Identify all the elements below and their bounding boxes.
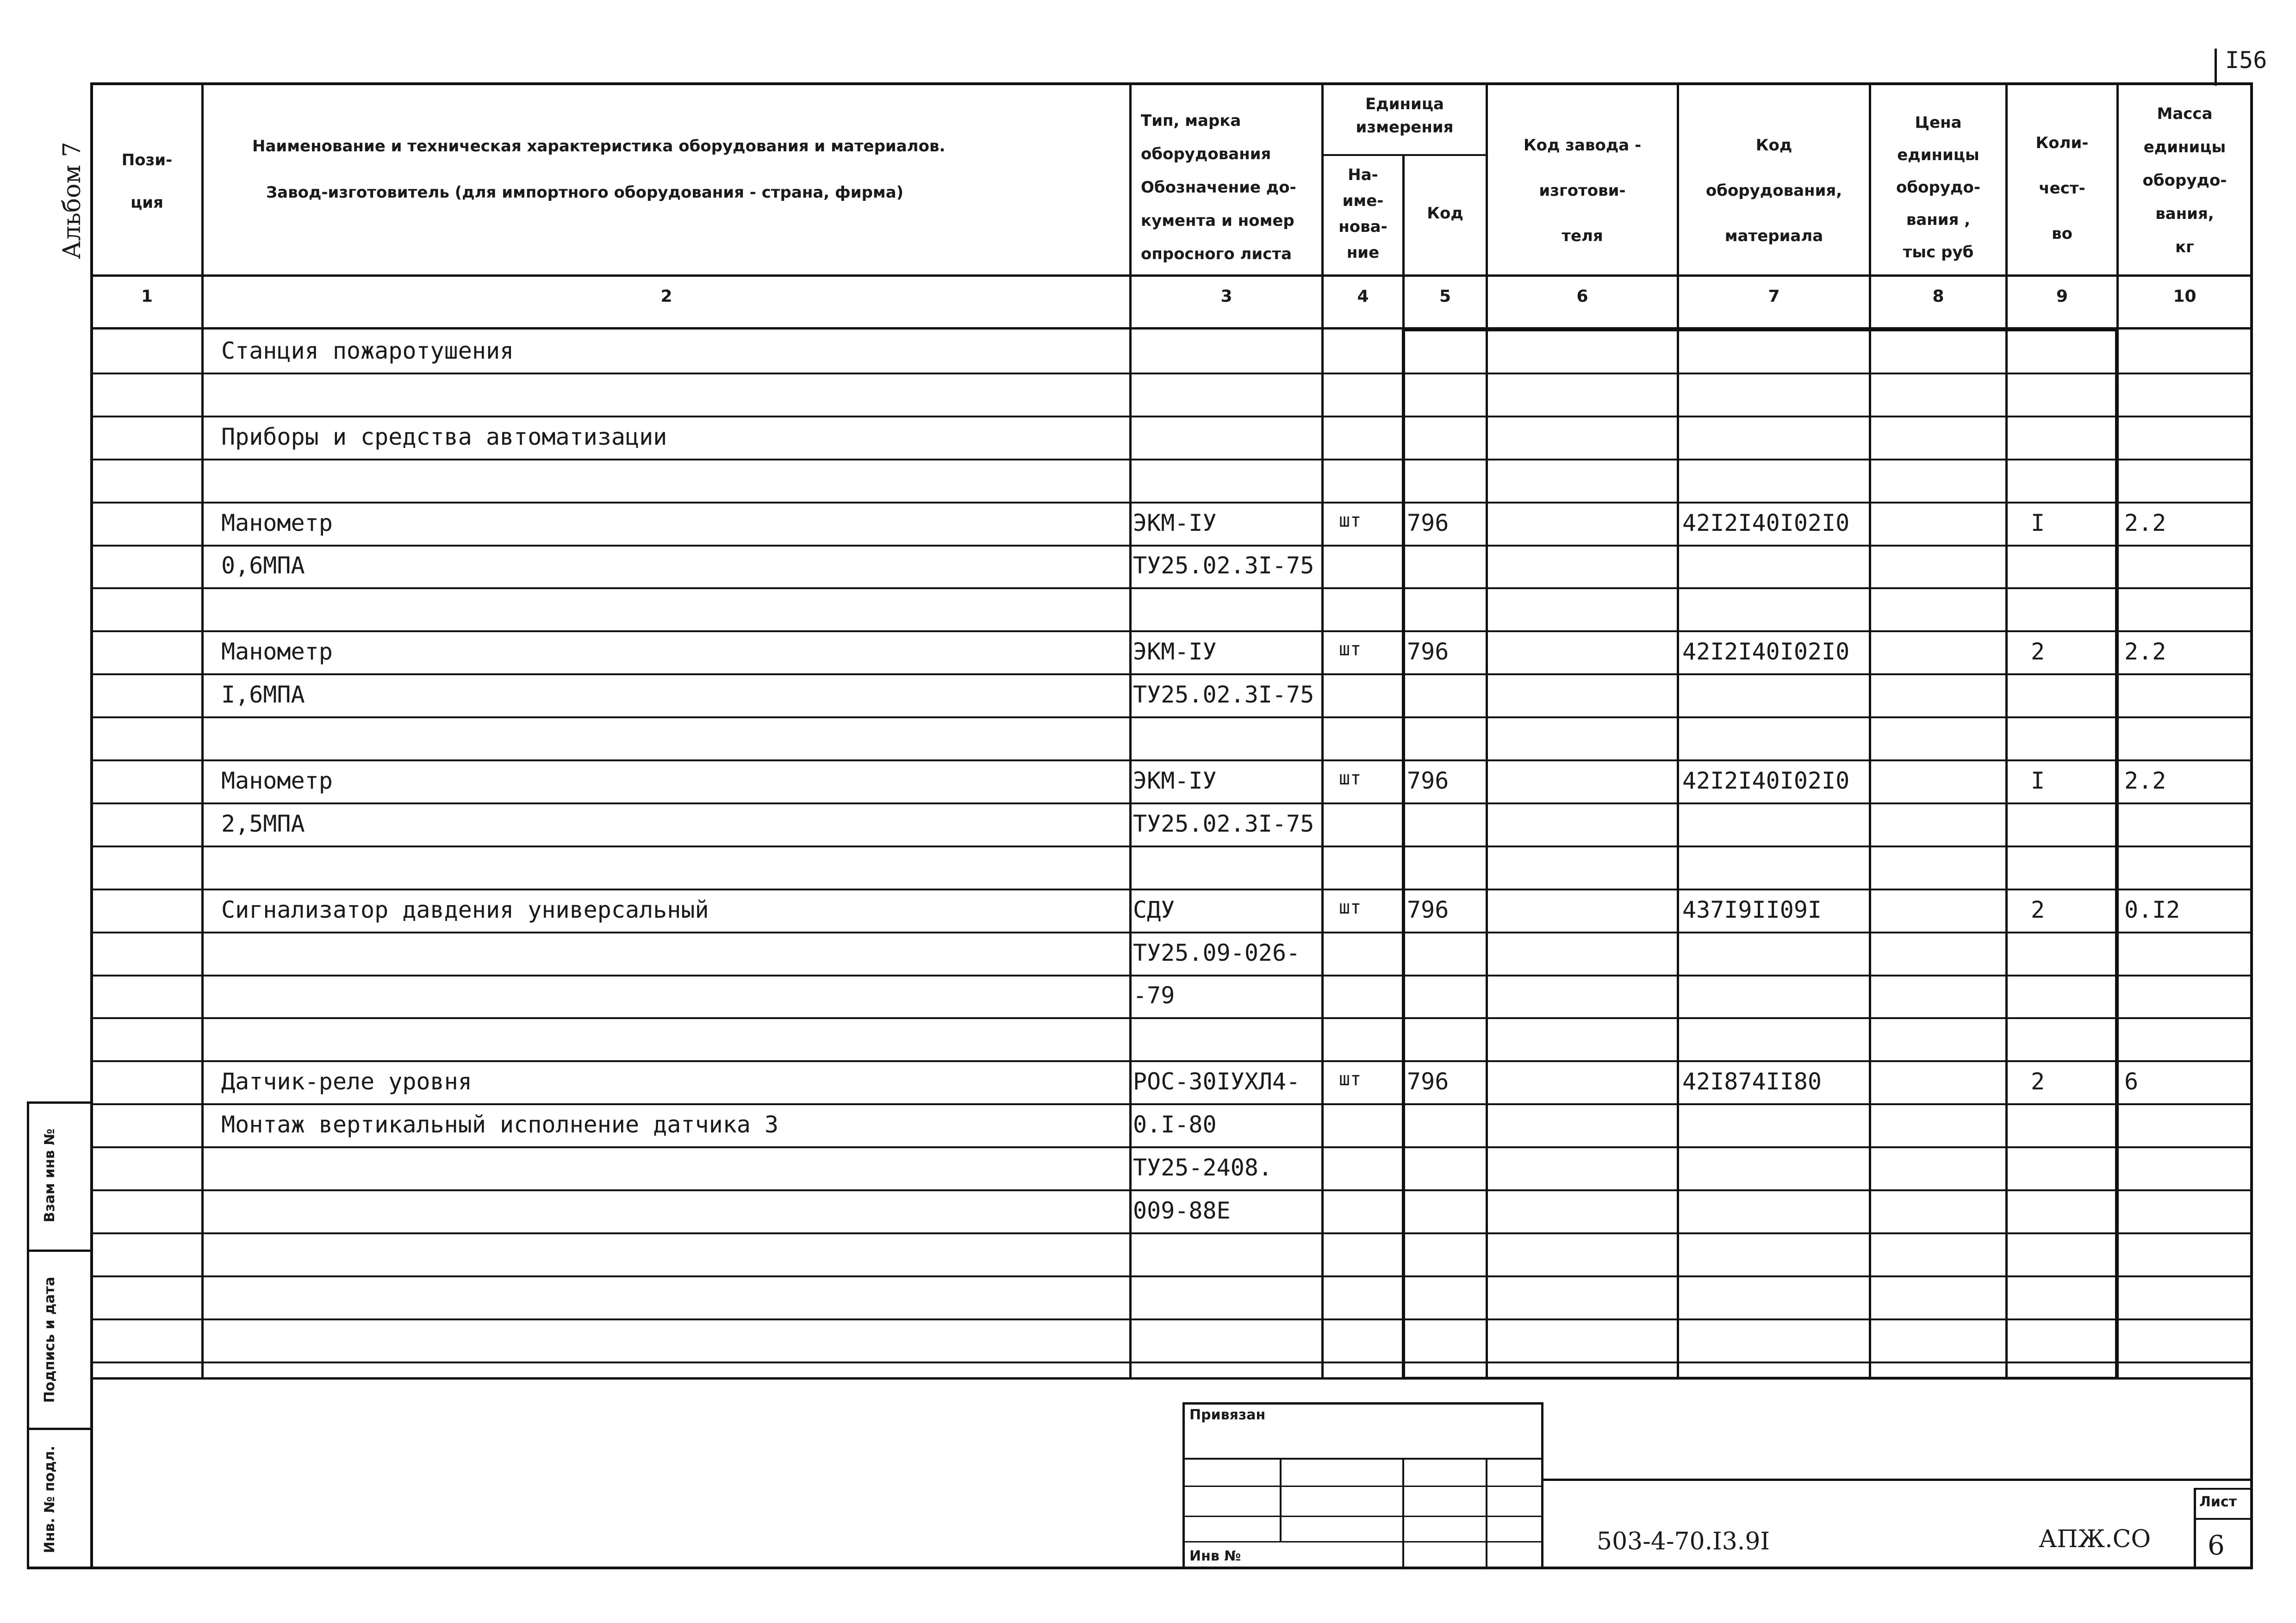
cell-mass: 6 [2124, 1068, 2139, 1095]
cell-type: ТУ25.02.3I-75 [1133, 552, 1314, 579]
cell-name: Манометр [221, 767, 333, 794]
album-label-wrap [28, 46, 86, 259]
cell-unit-code: 796 [1407, 638, 1449, 665]
sheet-box-left [2194, 1488, 2196, 1569]
cell-name: Манометр [221, 638, 333, 665]
cell-quantity: 2 [2031, 638, 2045, 665]
table-bottom-line [90, 1377, 2252, 1380]
header-factory-code: Код завода - изготови- теля [1523, 136, 1642, 245]
header-quantity: Коли- чест- во [2035, 134, 2089, 243]
col-line-3 [1321, 83, 1324, 1379]
header-unit-group: Единица измерения [1356, 95, 1454, 137]
row-line [90, 630, 2252, 632]
colnum-5: 5 [1439, 287, 1451, 306]
col-line-1 [201, 83, 204, 1379]
colnum-8: 8 [1932, 287, 1944, 306]
cell-type: ТУ25-2408. [1133, 1154, 1273, 1181]
row-line [90, 416, 2252, 417]
row-line [90, 932, 2252, 933]
sheet-label: Лист [2199, 1494, 2237, 1510]
header-mass: Масса единицы оборудо- вания, кг [2142, 105, 2227, 256]
cell-unit: шт [1339, 767, 1362, 789]
top-number-divider [2215, 49, 2217, 86]
privyazan-row2 [1182, 1486, 1543, 1487]
cell-unit-code: 796 [1407, 1068, 1449, 1095]
cell-name: I,6МПА [221, 681, 305, 709]
doc-box-top [1541, 1479, 2252, 1481]
header-equipment-code: Код оборудования, материала [1705, 136, 1842, 245]
row-line [90, 373, 2252, 374]
row-line [90, 1318, 2252, 1320]
cell-name: 2,5МПА [221, 810, 305, 837]
colnum-9: 9 [2056, 287, 2068, 306]
sheet-box-top [2194, 1488, 2252, 1490]
privyazan-top [1182, 1402, 1543, 1405]
cell-type: РОС-30IУХЛ4- [1133, 1068, 1300, 1095]
privyazan-col1 [1280, 1458, 1282, 1541]
inv-no-label: Инв № [1189, 1548, 1241, 1564]
colnum-7: 7 [1768, 287, 1780, 306]
cell-type: ТУ25.02.3I-75 [1133, 681, 1314, 709]
row-line [90, 502, 2252, 504]
cell-unit: шт [1339, 1069, 1362, 1090]
cell-unit: шт [1339, 896, 1362, 918]
row-line [90, 759, 2252, 761]
row-line [90, 1060, 2252, 1062]
cell-type: ТУ25.02.3I-75 [1133, 810, 1314, 837]
row-line [90, 1362, 2252, 1363]
privyazan-label: Привязан [1189, 1407, 1266, 1423]
cell-name: Манометр [221, 509, 333, 536]
cell-type: ЭКМ-IУ [1133, 767, 1217, 794]
header-position: Пози- ция [121, 151, 173, 212]
row-line [90, 587, 2252, 589]
row-line [90, 846, 2252, 847]
sheet-box-divider [2194, 1518, 2252, 1520]
album-label: Альбом 7 [58, 142, 86, 259]
body-box-top [1402, 329, 2119, 331]
cell-equipment-code: 437I9II09I [1682, 896, 1822, 923]
row-line [90, 1275, 2252, 1277]
header-unit-code: Код [1427, 204, 1463, 223]
cell-type: 009-88Е [1133, 1197, 1231, 1224]
cell-name: 0,6МПА [221, 552, 305, 579]
cell-unit: шт [1339, 510, 1362, 531]
cell-mass: 0.I2 [2124, 896, 2180, 923]
cell-type: ЭКМ-IУ [1133, 509, 1217, 536]
cell-type: ЭКМ-IУ [1133, 638, 1217, 665]
privyazan-row3 [1182, 1516, 1543, 1517]
cell-equipment-code: 42I2I40I02I0 [1682, 638, 1850, 665]
row-line [90, 673, 2252, 675]
document-code: 503-4-70.I3.9I [1597, 1528, 1770, 1555]
cell-name: Датчик-реле уровня [221, 1068, 472, 1095]
frame-bottom [90, 1567, 2253, 1569]
cell-quantity: 2 [2031, 1068, 2045, 1095]
col-line-8 [2005, 83, 2008, 1379]
frame-top [90, 82, 2252, 85]
cell-quantity: 2 [2031, 896, 2045, 923]
cell-type: ТУ25.09-026- [1133, 939, 1300, 966]
cell-name: Приборы и средства автоматизации [221, 423, 667, 450]
body-box-left [1402, 329, 1405, 1380]
col-line-7 [1869, 83, 1871, 1379]
cell-unit-code: 796 [1407, 767, 1449, 794]
privyazan-col2 [1402, 1458, 1404, 1567]
colnum-2: 2 [660, 287, 672, 306]
cell-unit: шт [1339, 639, 1362, 660]
row-line [90, 802, 2252, 804]
sheet-value: 6 [2208, 1530, 2225, 1561]
cell-quantity: I [2031, 509, 2045, 536]
side-podpis-data: Подпись и дата [42, 1276, 58, 1403]
row-line [90, 889, 2252, 890]
row-line [90, 716, 2252, 718]
col-line-6 [1677, 83, 1679, 1379]
cell-quantity: I [2031, 767, 2045, 794]
side-inv-podl: Инв. № подл. [42, 1445, 58, 1554]
header-type: Тип, марка оборудования Обозначение до- кумента и номер опросного листа [1141, 112, 1296, 263]
header-unit-name: На- име- нова- ние [1338, 166, 1388, 262]
col-line-2 [1129, 83, 1132, 1379]
cell-unit-code: 796 [1407, 509, 1449, 536]
cell-equipment-code: 42I874II80 [1682, 1068, 1822, 1095]
col-line-5 [1486, 83, 1488, 1379]
row-line [90, 975, 2252, 976]
privyazan-col3 [1486, 1458, 1487, 1567]
colnum-1: 1 [141, 287, 153, 306]
cell-type: 0.I-80 [1133, 1111, 1217, 1138]
cell-equipment-code: 42I2I40I02I0 [1682, 767, 1850, 794]
row-line [90, 545, 2252, 547]
colnum-10: 10 [2173, 287, 2196, 306]
side-strip-left [27, 1101, 29, 1569]
row-line [90, 1103, 2252, 1105]
header-bottom-line [90, 274, 2252, 277]
cell-mass: 2.2 [2124, 767, 2166, 794]
cell-mass: 2.2 [2124, 509, 2166, 536]
row-line [90, 1146, 2252, 1148]
side-vzam-inv: Взам инв № [42, 1128, 58, 1223]
cell-mass: 2.2 [2124, 638, 2166, 665]
row-line [90, 459, 2252, 460]
body-box-right [2115, 329, 2118, 1380]
cell-type: -79 [1133, 982, 1175, 1009]
cell-name: Станция пожаротушения [221, 337, 514, 364]
row-line [90, 1189, 2252, 1191]
header-name-line2: Завод-изготовитель (для импортного оборудования - страна, фирма) [266, 183, 904, 202]
cell-unit-code: 796 [1407, 896, 1449, 923]
section-code: АПЖ.СО [2039, 1525, 2151, 1553]
unit-group-divider [1323, 154, 1487, 156]
row-line [90, 1017, 2252, 1019]
row-line [90, 1232, 2252, 1234]
cell-equipment-code: 42I2I40I02I0 [1682, 509, 1850, 536]
colnum-3: 3 [1220, 287, 1232, 306]
cell-name: Сигнализатор давдения универсальный [221, 896, 709, 923]
colnum-4: 4 [1357, 287, 1369, 306]
header-name-line1: Наименование и техническая характеристика оборудования и материалов. [252, 137, 946, 155]
privyazan-row4 [1182, 1541, 1543, 1542]
privyazan-row1 [1182, 1458, 1543, 1460]
colnum-6: 6 [1576, 287, 1588, 306]
cell-type: СДУ [1133, 896, 1175, 923]
cell-name: Монтаж вертикальный исполнение датчика 3 [221, 1111, 779, 1138]
sheet-number-top: I56 [2225, 47, 2267, 74]
header-price: Цена единицы оборудо- вания , тыс руб [1896, 113, 1980, 261]
